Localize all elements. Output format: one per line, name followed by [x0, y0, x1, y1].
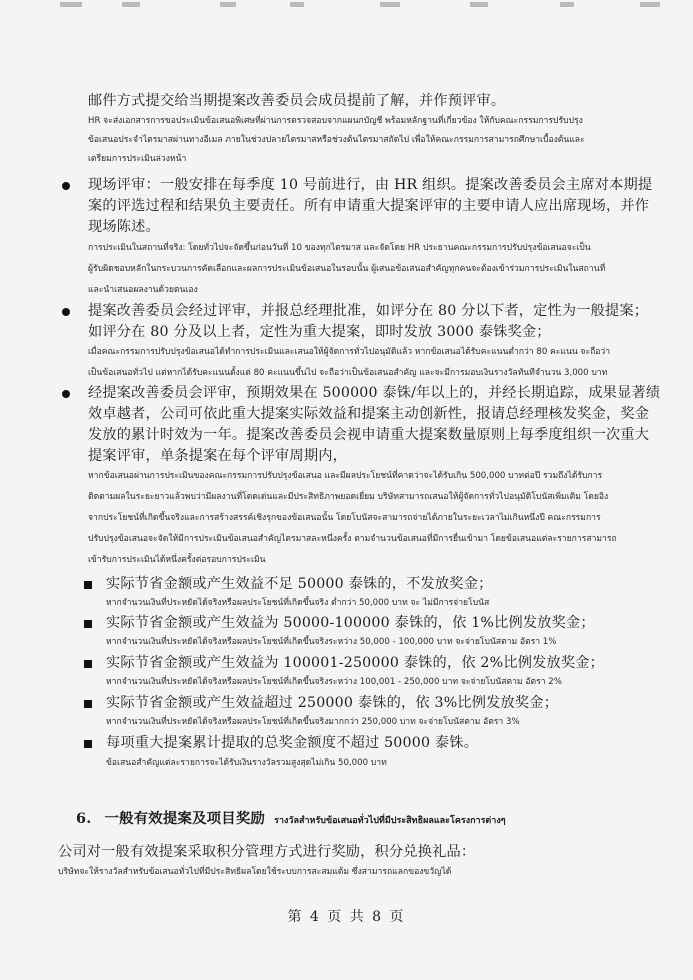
section-6-title-zh: 一般有效提案及项目奖励	[104, 810, 266, 827]
bullet-dot	[62, 182, 70, 190]
bullet-3-th-line-3: จากประโยชน์ที่เกิดขึ้นจริงและการสร้างสรรค์เชิงรุกของข้อเสนอนั้น โดยโบนัสจะสามารถจ่ายได้ภายในระยะเวลาไม่เกินหนึ่งปี คณะกรรมการ	[88, 513, 601, 523]
section-6-body-th: บริษัทจะให้รางวัลสำหรับข้อเสนอทั่วไปที่มีประสิทธิผลโดยใช้ระบบการสะสมแต้ม ซึ่งสามารถแลกของขวัญได้	[58, 867, 452, 877]
page-number: 第 4 页 共 8 页	[287, 909, 406, 925]
bullet-2-th-line-2: เป็นข้อเสนอทั่วไป แต่หากได้รับคะแนนตั้งแต่ 80 คะแนนขึ้นไป จะถือว่าเป็นข้อเสนอสำคัญ และจะมีการมอบเงินรางวัลทันทีจำนวน 3,000 บาท	[88, 368, 608, 378]
tier-5-zh: 每项重大提案累计提取的总奖金额度不超过 50000 泰铢。	[106, 735, 479, 751]
bullet-3-zh-line-2: 效卓越者，公司可依此重大提案实际效益和提案主动创新性，报请总经理核发奖金，奖金	[88, 406, 650, 422]
bullet-3-zh-line-3: 发放的累计时效为一年。提案改善委员会视申请重大提案数量原则上每季度组织一次重大	[88, 427, 650, 443]
section-6-heading	[76, 808, 506, 829]
square-bullet	[84, 660, 92, 668]
bullet-1-zh-line-1: 现场评审：一般安排在每季度 10 号前进行，由 HR 组织。提案改善委员会主席对本期提	[88, 177, 653, 193]
section-6-body-zh: 公司对一般有效提案采取积分管理方式进行奖励，积分兑换礼品：	[58, 844, 476, 860]
bullet-3-zh-line-1: 经提案改善委员会评审，预期效果在 500000 泰铢/年以上的，并经长期追踪，成果显著绩	[88, 385, 661, 401]
tier-1-zh: 实际节省金额或产生效益不足 50000 泰铢的，不发放奖金；	[106, 576, 493, 592]
scan-artifacts	[0, 0, 693, 10]
bullet-3-th-line-5: เข้ารับการประเมินได้หนึ่งครั้งต่อรอบการประเมิน	[88, 555, 266, 565]
tier-3-zh: 实际节省金额或产生效益为 100001-250000 泰铢的，依 2%比例发放奖金；	[106, 655, 605, 671]
tier-4-zh: 实际节省金额或产生效益超过 250000 泰铢的，依 3%比例发放奖金；	[106, 695, 559, 711]
bullet-1-th-line-3: และนำเสนอผลงานด้วยตนเอง	[88, 285, 198, 295]
bullet-1-zh-line-2: 案的评选过程和结果负主要责任。所有申请重大提案评审的主要申请人应出席现场，并作	[88, 198, 650, 214]
section-6-title-th: รางวัลสำหรับข้อเสนอทั่วไปที่มีประสิทธิผลและโครงการต่างๆ	[274, 816, 506, 826]
section-6-number: 6.	[76, 810, 92, 827]
bullet-2-zh-line-1: 提案改善委员会经过评审，并报总经理批准，如评分在 80 分以下者，定性为一般提案；	[88, 303, 649, 319]
tier-1-th: หากจำนวนเงินที่ประหยัดได้จริงหรือผลประโยชน์ที่เกิดขึ้นจริง ต่ำกว่า 50,000 บาท จะ ไม่มีการจ่ายโบนัส	[106, 598, 490, 608]
bullet-1-zh-line-3: 现场陈述。	[88, 219, 160, 235]
square-bullet	[84, 700, 92, 708]
intro-th-line-1: HR จะส่งเอกสารการขอประเมินข้อเสนอพิเศษที่ผ่านการตรวจสอบจากแผนกบัญชี พร้อมหลักฐานที่เกี่ยวข้อง ให้กับคณะกรรมการปรับปรุง	[88, 116, 583, 126]
bullet-dot	[62, 390, 70, 398]
bullet-3-zh-line-4: 提案评审，单条提案在每个评审周期内，	[88, 448, 347, 464]
bullet-1-th-line-1: การประเมินในสถานที่จริง: โดยทั่วไปจะจัดขึ้นก่อนวันที่ 10 ของทุกไตรมาส และจัดโดย HR ประธานคณะกรรมการปรับปรุงข้อเสนอจะเป็น	[88, 243, 591, 253]
square-bullet	[84, 740, 92, 748]
square-bullet	[84, 581, 92, 589]
tier-5-th: ข้อเสนอสำคัญแต่ละรายการจะได้รับเงินรางวัลรวมสูงสุดไม่เกิน 50,000 บาท	[106, 758, 387, 768]
tier-2-th: หากจำนวนเงินที่ประหยัดได้จริงหรือผลประโยชน์ที่เกิดขึ้นจริงระหว่าง 50,000 - 100,000 บาท จะจ่ายโบนัสตาม อัตรา 1%	[106, 637, 557, 647]
bullet-3-th-line-4: ปรับปรุงข้อเสนอจะจัดให้มีการประเมินข้อเสนอสำคัญไตรมาสละหนึ่งครั้ง ตามจำนวนข้อเสนอที่มีการยื่นเข้ามา โดยข้อเสนอแต่ละรายการสามารถ	[88, 534, 617, 544]
tier-2-zh: 实际节省金额或产生效益为 50000-100000 泰铢的，依 1%比例发放奖金；	[106, 615, 595, 631]
bullet-3-th-line-2: ติดตามผลในระยะยาวแล้วพบว่ามีผลงานที่โดดเด่นและมีประสิทธิภาพยอดเยี่ยม บริษัทสามารถเสนอให้ผู้จัดการทั่วไปอนุมัติโบนัสเพิ่มเติม โดยอิง	[88, 492, 609, 502]
square-bullet	[84, 620, 92, 628]
intro-th-line-3: เตรียมการประเมินล่วงหน้า	[88, 154, 187, 164]
intro-th-line-2: ข้อเสนอประจำไตรมาสผ่านทางอีเมล ภายในช่วงปลายไตรมาสหรือช่วงต้นไตรมาสถัดไป เพื่อให้คณะกรรมการสามารถศึกษาเบื้องต้นและ	[88, 135, 585, 145]
intro-zh: 邮件方式提交给当期提案改善委员会成员提前了解，并作预评审。	[88, 93, 506, 109]
bullet-1-th-line-2: ผู้รับผิดชอบหลักในกระบวนการคัดเลือกและผลการประเมินข้อเสนอในรอบนั้น ผู้เสนอข้อเสนอสำคัญทุกคนจะต้องเข้าร่วมการประเมินในสถานที่	[88, 264, 606, 274]
bullet-2-zh-line-2: 如评分在 80 分及以上者，定性为重大提案，即时发放 3000 泰铢奖金；	[88, 324, 551, 340]
tier-3-th: หากจำนวนเงินที่ประหยัดได้จริงหรือผลประโยชน์ที่เกิดขึ้นจริงระหว่าง 100,001 - 250,000 บาท จะจ่ายโบนัสตาม อัตรา 2%	[106, 677, 562, 687]
tier-4-th: หากจำนวนเงินที่ประหยัดได้จริงหรือผลประโยชน์ที่เกิดขึ้นจริงมากกว่า 250,000 บาท จะจ่ายโบนัสตาม อัตรา 3%	[106, 717, 520, 727]
bullet-dot	[62, 308, 70, 316]
bullet-3-th-line-1: หากข้อเสนอผ่านการประเมินของคณะกรรมการปรับปรุงข้อเสนอ และมีผลประโยชน์ที่คาดว่าจะได้รับเกิน 500,000 บาทต่อปี รวมถึงได้รับการ	[88, 471, 603, 481]
bullet-2-th-line-1: เมื่อคณะกรรมการปรับปรุงข้อเสนอได้ทำการประเมินและเสนอให้ผู้จัดการทั่วไปอนุมัติแล้ว หากข้อเสนอได้รับคะแนนต่ำกว่า 80 คะแนน จะถือว่า	[88, 347, 611, 357]
